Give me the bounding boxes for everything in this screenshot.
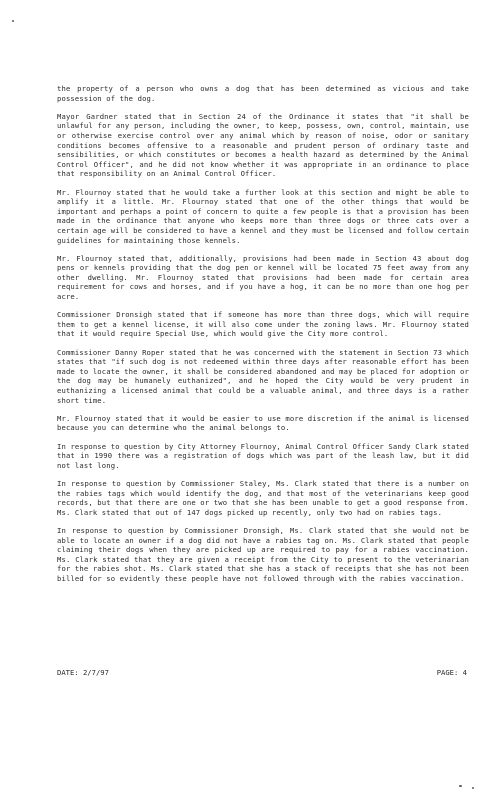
paragraph-rabies-receipts: In response to question by Commissioner Dronsigh, Ms. Clark stated that she would not be able to locate an owner if a dog did not have a rabies tag on. Ms. Clark stated that people claiming their dogs when they are picked up are required to pay for a rabies vaccination. Ms. Clark stated that they are given a receipt from the City to present to the veterinarian for the rabies shot. Ms. Clark stated that she has a stack of receipts that she has not been billed for so evidently these people have not followed through with the rabies vaccination. — [57, 525, 469, 583]
scan-speck — [472, 787, 474, 789]
paragraph-special-use: Commissioner Dronsigh stated that if someone has more than three dogs, which will require them to get a kennel license, it will also come under the zoning laws. Mr. Flournoy stated that it would require Special Use, which would give the City more control. — [57, 310, 469, 339]
paragraph-registration: In response to question by City Attorney Flournoy, Animal Control Officer Sandy Clark stated that in 1990 there was a registration of dogs which was part of the leash law, but it did not last long. — [57, 441, 469, 470]
footer-page-number: PAGE: 4 — [436, 668, 467, 677]
scan-speck — [12, 20, 14, 22]
footer-date: DATE: 2/7/97 — [57, 668, 109, 677]
paragraph-section-73: Commissioner Danny Roper stated that he was concerned with the statement in Section 73 which states that "if such dog is not redeemed within three days after reasonable effort has been made to locate the owner, it shall be considered abandoned and may be placed for adoption or the dog may be humanely euthanized", and he hoped the City would be very prudent in euthanizing a licensed animal that could be a valuable animal, and three days is a rather short time. — [57, 347, 469, 405]
paragraph-licensed-animal: Mr. Flournoy stated that it would be easier to use more discretion if the animal is licensed because you can determine who the animal belongs to. — [57, 413, 469, 433]
paragraph-mayor-section-24: Mayor Gardner stated that in Section 24 of the Ordinance it states that "it shall be unlawful for any person, including the owner, to keep, possess, own, control, maintain, use or otherwise exercise control over any animal which by reason of noise, odor or sanitary conditions becomes offensive to a reasonable and prudent person of ordinary taste and sensibilities, or which constitutes or becomes a health hazard as determined by the Animal Control Officer", and he did not know whether it was appropriate in an ordinance to place that responsibility on an Animal Control Officer. — [57, 111, 469, 179]
paragraph-dog-possession: the property of a person who owns a dog that has been determined as vicious and take possession of the dog. — [57, 84, 469, 103]
paragraph-kennel-provision: Mr. Flournoy stated that he would take a further look at this section and might be able to amplify it a little. Mr. Flournoy stated that one of the other things that would be important and perhaps a point of concern to quite a few people is that a provision has been made in the ordinance that anyone who keeps more than three dogs or three cats over a certain age will be considered to have a kennel and they must be licensed and follow certain guidelines for maintaining those kennels. — [57, 187, 469, 245]
scan-speck — [459, 785, 462, 787]
paragraph-section-43: Mr. Flournoy stated that, additionally, provisions had been made in Section 43 about dog pens or kennels providing that the dog pen or kennel will be located 75 feet away from any other dwelling. Mr. Flournoy stated that provisions had been made for certain area requirement for cows and horses, and if you have a hog, it can be no more than one hog per acre. — [57, 253, 469, 302]
minutes-body — [57, 84, 469, 583]
paragraph-rabies-tags: In response to question by Commissioner Staley, Ms. Clark stated that there is a number on the rabies tags which would identify the dog, and that most of the veterinarians keep good records, but that there are one or two that she has been unable to get a good response from. Ms. Clark stated that out of 147 dogs picked up recently, only two had on rabies tags. — [57, 478, 469, 517]
